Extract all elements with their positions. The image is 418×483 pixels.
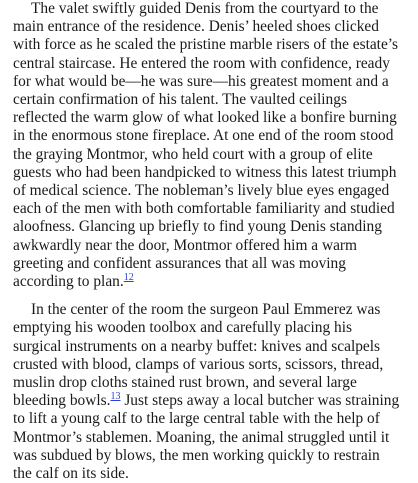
- text-line: muslin drop cloths stained rust brown, and several large: [13, 374, 357, 392]
- text-line: The valet swiftly guided Denis from the courtyard to the: [31, 0, 379, 17]
- text-fragment: according to plan.: [13, 273, 124, 291]
- text-line: surgical instruments on a nearby buffet: knives and scalpels: [13, 337, 381, 355]
- document-page: [13, 0, 413, 483]
- paragraph-1: [13, 0, 413, 291]
- footnote-link-13[interactable]: 13: [110, 391, 121, 403]
- footnote-link-12[interactable]: 12: [123, 272, 134, 284]
- text-line: emptying his wooden toolbox and carefully placing his: [13, 319, 352, 337]
- text-line: for what would be—he was sure—his greatest moment and a: [13, 72, 389, 90]
- text-line: In the center of the room the surgeon Paul Emmerez was: [31, 301, 381, 319]
- text-line: reflected the warm glow of what looked like a bonfire burning: [13, 109, 397, 127]
- text-line: to lift a young calf to the large central table with the help of: [13, 410, 380, 428]
- text-line: the graying Montmor, who held court with a group of elite: [13, 145, 373, 163]
- text-line: [13, 392, 413, 410]
- text-line: [13, 273, 413, 291]
- text-line: Montmor’s stablemen. Moaning, the animal struggled until it: [13, 428, 390, 446]
- text-line: guests who had been handpicked to witness this latest triumph: [13, 163, 397, 181]
- text-line: with force as he scaled the pristine marble risers of the estate’s: [13, 36, 399, 54]
- text-line: greeting and confident assurances that all was moving: [13, 254, 346, 272]
- text-line: central staircase. He entered the room with confidence, ready: [13, 54, 390, 72]
- text-line: the calf on its side.: [13, 465, 129, 483]
- text-fragment: bleeding bowls.: [13, 392, 111, 410]
- paragraph-2: [13, 301, 413, 483]
- text-line: crusted with blood, clamps of various sorts, scissors, thread,: [13, 355, 384, 373]
- text-line: aloofness. Glancing up briefly to find young Denis standing: [13, 218, 382, 236]
- text-fragment: Just steps away a local butcher was straining: [120, 392, 400, 410]
- text-line: each of the men with both comfortable familiarity and studied: [13, 200, 395, 218]
- text-line: main entrance of the residence. Denis’ heeled shoes clicked: [13, 18, 379, 36]
- text-line: in the enormous stone fireplace. At one end of the room stood: [13, 127, 394, 145]
- text-line: of medical science. The nobleman’s lively blue eyes engaged: [13, 182, 390, 200]
- text-line: awkwardly near the door, Montmor offered him a warm: [13, 236, 357, 254]
- text-line: certain confirmation of his talent. The vaulted ceilings: [13, 91, 347, 109]
- text-line: was subdued by blows, the men working quickly to restrain: [13, 446, 380, 464]
